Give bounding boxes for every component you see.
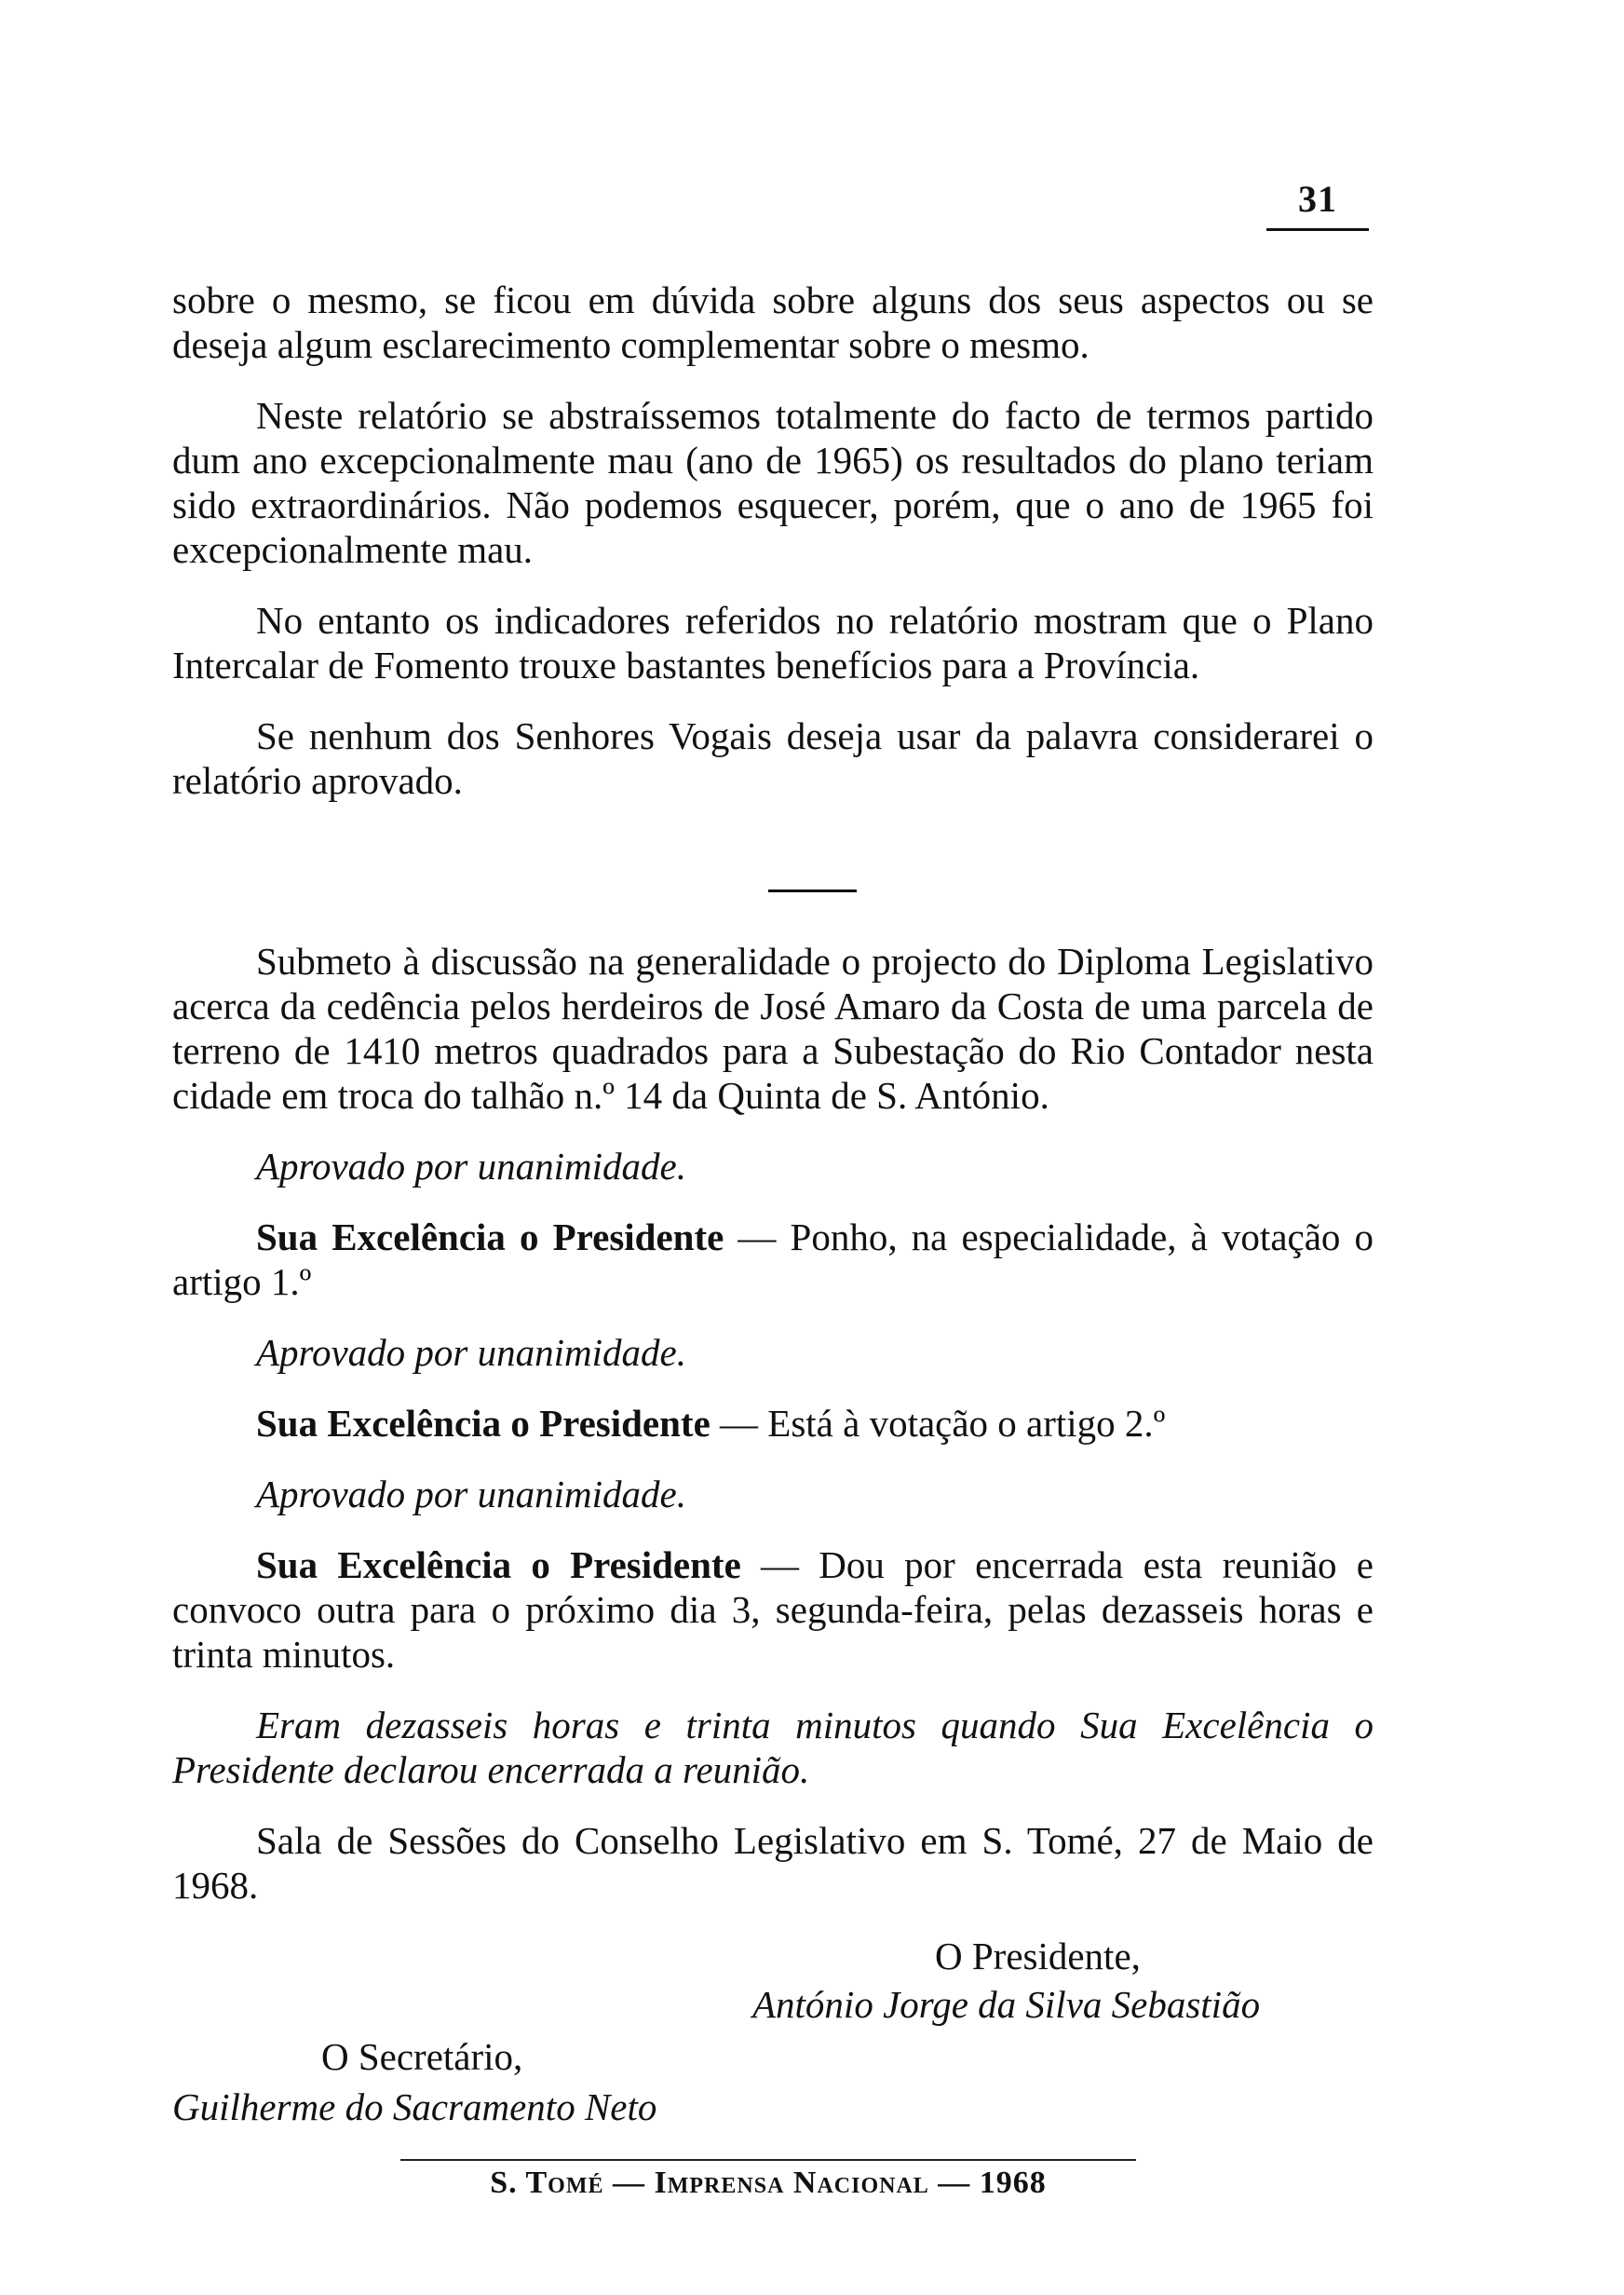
- paragraph-place-date: Sala de Sessões do Conselho Legislativo em S. Tomé, 27 de Maio de 1968.: [172, 1819, 1374, 1907]
- section-separator: [768, 889, 857, 892]
- approval-note-3: Aprovado por unanimidade.: [256, 1473, 686, 1515]
- secretary-name: Guilherme do Sacramento Neto: [172, 2085, 657, 2128]
- approval-note-1: Aprovado por unanimidade.: [256, 1145, 686, 1188]
- paragraph-closing-time: Eram dezasseis horas e trinta minutos quando Sua Excelência o Presidente declarou encerrada a reunião.: [172, 1704, 1374, 1791]
- paragraph-meeting-close: [172, 1542, 1374, 1677]
- president-name: António Jorge da Silva Sebastião: [752, 1983, 1261, 2026]
- paragraph-indicators: No entanto os indicadores referidos no relatório mostram que o Plano Intercalar de Fomento trouxe bastantes benefícios para a Província.: [172, 599, 1374, 686]
- paragraph-article-2-vote: [172, 1401, 1374, 1446]
- speech-text: — Ponho, na especialidade, à votação o artigo 1.º: [172, 1215, 1374, 1303]
- speech-text: — Dou por encerrada esta reunião e convoco outra para o próximo dia 3, segunda-feira, pelas dezasseis horas e trinta minutos.: [172, 1543, 1374, 1676]
- speech-text: — Está à votação o artigo 2.º: [710, 1402, 1166, 1445]
- footer-rule: [400, 2159, 1136, 2161]
- approval-note-2: Aprovado por unanimidade.: [256, 1331, 686, 1374]
- paragraph-report-results: Neste relatório se abstraíssemos totalmente do facto de termos partido dum ano excepcionalmente mau (ano de 1965) os resultados do plano teriam sido extraordinários. Não podemos esquecer, porém, que o ano de 1965 foi excepcionalmente mau.: [172, 394, 1374, 571]
- speaker-name: Sua Excelência o Presidente: [256, 1402, 710, 1445]
- speaker-name: Sua Excelência o Presidente: [256, 1543, 741, 1586]
- paragraph-continuation: sobre o mesmo, se ficou em dúvida sobre alguns dos seus aspectos ou se deseja algum esclarecimento complementar sobre o mesmo.: [172, 278, 1374, 366]
- page-number: 31: [1266, 177, 1369, 231]
- paragraph-approval-request: Se nenhum dos Senhores Vogais deseja usar da palavra considerarei o relatório aprovado.: [172, 714, 1374, 802]
- secretary-title: O Secretário,: [321, 2035, 523, 2078]
- paragraph-article-1-vote: [172, 1215, 1374, 1304]
- president-title: O Presidente,: [935, 1935, 1141, 1977]
- body-block-bottom: [172, 939, 1374, 1908]
- body-block-top: [172, 278, 1374, 803]
- paragraph-diploma-discussion: Submeto à discussão na generalidade o projecto do Diploma Legislativo acerca da cedência pelos herdeiros de José Amaro da Costa de uma parcela de terreno de 1410 metros quadrados para a Subestação do Rio Contador nesta cidade em troca do talhão n.º 14 da Quinta de S. António.: [172, 940, 1374, 1117]
- speaker-name: Sua Excelência o Presidente: [256, 1215, 724, 1258]
- footer-imprint: S. Tomé — Imprensa Nacional — 1968: [490, 2166, 1047, 2200]
